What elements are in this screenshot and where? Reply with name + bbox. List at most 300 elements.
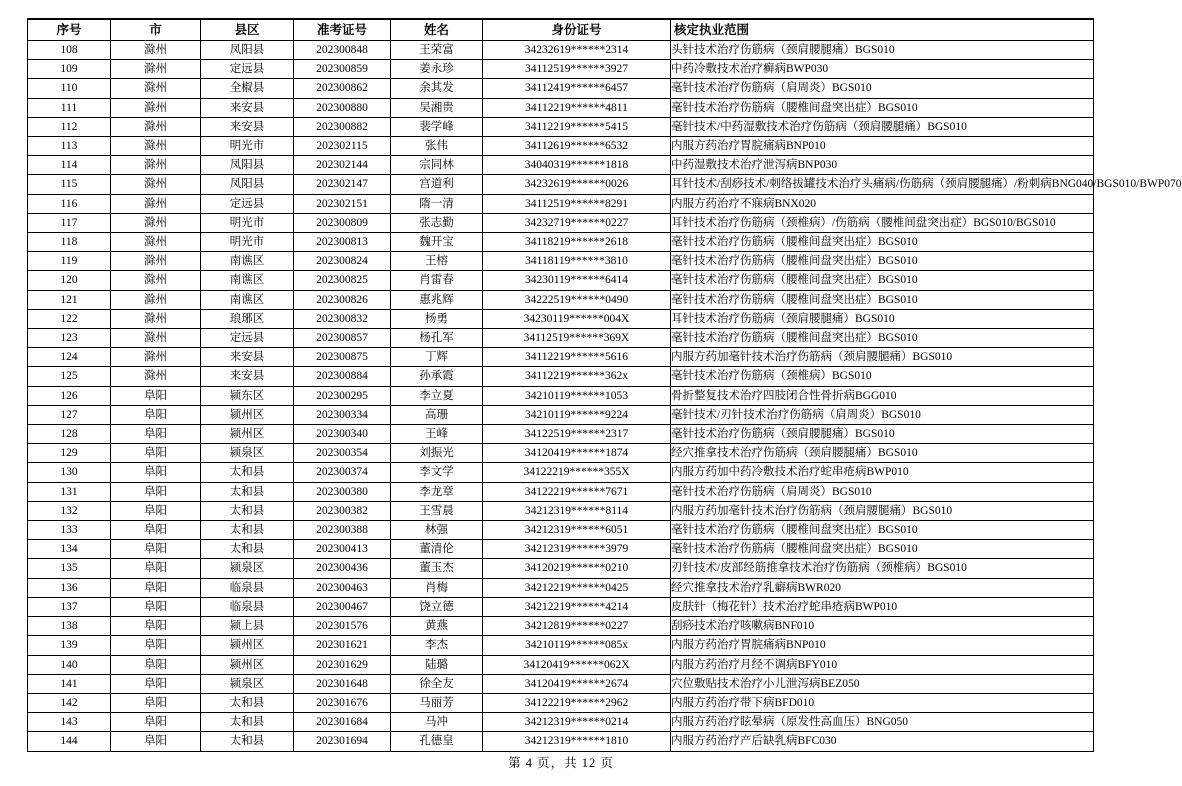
cell-name: 王峰: [391, 425, 483, 444]
cell-name: 张伟: [391, 137, 483, 156]
cell-seq: 114: [28, 156, 111, 175]
cell-county: 凤阳县: [201, 175, 294, 194]
cell-county: 南谯区: [201, 271, 294, 290]
cell-scope: 刃针技术/皮部经筋推拿技术治疗伤筋病（颈椎病）BGS010: [671, 559, 1094, 578]
cell-id-no: 34122219******2962: [483, 693, 671, 712]
cell-city: 滁州: [111, 117, 201, 136]
cell-city: 滁州: [111, 329, 201, 348]
cell-county: 全椒县: [201, 79, 294, 98]
cell-name: 杨孔军: [391, 329, 483, 348]
cell-id-no: 34212819******0227: [483, 617, 671, 636]
table-row: [28, 213, 1094, 232]
cell-name: 徐全友: [391, 674, 483, 693]
cell-name: 丁辉: [391, 348, 483, 367]
cell-scope: 毫针技术治疗伤筋病（颈椎病）BGS010: [671, 367, 1094, 386]
table-row: [28, 732, 1094, 751]
cell-scope: 刮痧技术治疗咳嗽病BNF010: [671, 617, 1094, 636]
cell-seq: 131: [28, 482, 111, 501]
cell-seq: 123: [28, 329, 111, 348]
cell-county: 明光市: [201, 213, 294, 232]
cell-scope: 毫针技术治疗伤筋病（腰椎间盘突出症）BGS010: [671, 233, 1094, 252]
cell-exam-no: 202301648: [294, 674, 391, 693]
table-row: [28, 578, 1094, 597]
cell-seq: 137: [28, 597, 111, 616]
cell-id-no: 34112219******5415: [483, 117, 671, 136]
cell-seq: 115: [28, 175, 111, 194]
cell-city: 滁州: [111, 233, 201, 252]
cell-scope: 内服方药治疗胃脘痛病BNP010: [671, 636, 1094, 655]
table-row: [28, 137, 1094, 156]
cell-exam-no: 202300374: [294, 463, 391, 482]
cell-id-no: 34222519******0490: [483, 290, 671, 309]
cell-name: 马丽芳: [391, 693, 483, 712]
cell-name: 董玉杰: [391, 559, 483, 578]
cell-id-no: 34230119******6414: [483, 271, 671, 290]
cell-county: 颍泉区: [201, 674, 294, 693]
cell-scope: 毫针技术治疗伤筋病（腰椎间盘突出症）BGS010: [671, 252, 1094, 271]
cell-scope: 中药湿敷技术治疗泄泻病BNP030: [671, 156, 1094, 175]
cell-city: 滁州: [111, 41, 201, 60]
cell-exam-no: 202300832: [294, 309, 391, 328]
cell-name: 肖雷春: [391, 271, 483, 290]
table-row: [28, 425, 1094, 444]
cell-city: 阜阳: [111, 405, 201, 424]
cell-city: 滁州: [111, 175, 201, 194]
cell-id-no: 34112219******5616: [483, 348, 671, 367]
cell-name: 裴学峰: [391, 117, 483, 136]
cell-name: 惠兆辉: [391, 290, 483, 309]
cell-name: 高珊: [391, 405, 483, 424]
cell-id-no: 34112219******4811: [483, 98, 671, 117]
cell-name: 李立夏: [391, 386, 483, 405]
cell-scope: 骨折整复技术治疗四肢闭合性骨折病BGG010: [671, 386, 1094, 405]
table-row: [28, 79, 1094, 98]
cell-id-no: 34210119******9224: [483, 405, 671, 424]
cell-exam-no: 202300824: [294, 252, 391, 271]
cell-name: 李龙章: [391, 482, 483, 501]
cell-city: 阜阳: [111, 559, 201, 578]
cell-name: 王荣富: [391, 41, 483, 60]
cell-exam-no: 202300880: [294, 98, 391, 117]
table-row: [28, 309, 1094, 328]
cell-id-no: 34122219******355X: [483, 463, 671, 482]
table-row: [28, 41, 1094, 60]
cell-name: 宗同林: [391, 156, 483, 175]
cell-seq: 113: [28, 137, 111, 156]
cell-exam-no: 202300295: [294, 386, 391, 405]
cell-exam-no: 202300825: [294, 271, 391, 290]
cell-scope: 内服方药加中药冷敷技术治疗蛇串疮病BWP010: [671, 463, 1094, 482]
cell-city: 滁州: [111, 252, 201, 271]
cell-city: 阜阳: [111, 617, 201, 636]
cell-name: 姜永珍: [391, 60, 483, 79]
cell-scope: 内服方药加毫针技术治疗伤筋病（颈肩腰腿痛）BGS010: [671, 348, 1094, 367]
cell-scope: 内服方药治疗带下病BFD010: [671, 693, 1094, 712]
cell-scope: 毫针技术治疗伤筋病（腰椎间盘突出症）BGS010: [671, 329, 1094, 348]
cell-scope: 内服方药治疗眩晕病（原发性高血压）BNG050: [671, 713, 1094, 732]
cell-city: 阜阳: [111, 597, 201, 616]
cell-county: 颍泉区: [201, 444, 294, 463]
cell-scope: 头针技术治疗伤筋病（颈肩腰腿痛）BGS010: [671, 41, 1094, 60]
table-header-row: [28, 19, 1094, 41]
cell-seq: 119: [28, 252, 111, 271]
cell-name: 刘振光: [391, 444, 483, 463]
cell-city: 阜阳: [111, 578, 201, 597]
cell-county: 定远县: [201, 194, 294, 213]
table-row: [28, 405, 1094, 424]
table-row: [28, 290, 1094, 309]
cell-city: 阜阳: [111, 463, 201, 482]
cell-id-no: 34212219******4214: [483, 597, 671, 616]
cell-name: 李杰: [391, 636, 483, 655]
cell-scope: 经穴推拿技术治疗伤筋病（颈肩腰腿痛）BGS010: [671, 444, 1094, 463]
cell-county: 南谯区: [201, 290, 294, 309]
cell-seq: 117: [28, 213, 111, 232]
cell-scope: 内服方药治疗不寐病BNX020: [671, 194, 1094, 213]
table-row: [28, 597, 1094, 616]
cell-city: 阜阳: [111, 713, 201, 732]
table-row: [28, 655, 1094, 674]
cell-exam-no: 202300882: [294, 117, 391, 136]
cell-name: 马冲: [391, 713, 483, 732]
cell-county: 太和县: [201, 713, 294, 732]
cell-county: 颍州区: [201, 425, 294, 444]
cell-id-no: 34212319******3979: [483, 540, 671, 559]
cell-seq: 125: [28, 367, 111, 386]
cell-city: 滁州: [111, 348, 201, 367]
table-row: [28, 194, 1094, 213]
cell-seq: 143: [28, 713, 111, 732]
cell-scope: 内服方药治疗胃脘痛病BNP010: [671, 137, 1094, 156]
cell-scope: 毫针技术治疗伤筋病（腰椎间盘突出症）BGS010: [671, 98, 1094, 117]
cell-city: 滁州: [111, 60, 201, 79]
cell-scope: 内服方药加毫针技术治疗伤筋病（颈肩腰腿痛）BGS010: [671, 501, 1094, 520]
cell-exam-no: 202300334: [294, 405, 391, 424]
cell-county: 太和县: [201, 540, 294, 559]
cell-county: 太和县: [201, 482, 294, 501]
cell-seq: 141: [28, 674, 111, 693]
cell-exam-no: 202300862: [294, 79, 391, 98]
cell-city: 阜阳: [111, 655, 201, 674]
cell-exam-no: 202302147: [294, 175, 391, 194]
cell-id-no: 34112519******3927: [483, 60, 671, 79]
cell-seq: 118: [28, 233, 111, 252]
cell-name: 孙承霞: [391, 367, 483, 386]
cell-id-no: 34120419******062X: [483, 655, 671, 674]
column-header-exam-no: 准考证号: [294, 19, 391, 41]
table-row: [28, 175, 1094, 194]
cell-exam-no: 202301621: [294, 636, 391, 655]
cell-scope: 毫针技术治疗伤筋病（腰椎间盘突出症）BGS010: [671, 290, 1094, 309]
cell-scope: 中药冷敷技术治疗癣病BWP030: [671, 60, 1094, 79]
cell-id-no: 34112519******8291: [483, 194, 671, 213]
cell-city: 滁州: [111, 213, 201, 232]
cell-city: 阜阳: [111, 693, 201, 712]
cell-id-no: 34232619******0026: [483, 175, 671, 194]
cell-name: 黄燕: [391, 617, 483, 636]
cell-county: 来安县: [201, 98, 294, 117]
cell-exam-no: 202300340: [294, 425, 391, 444]
cell-id-no: 34120419******1874: [483, 444, 671, 463]
table-row: [28, 463, 1094, 482]
cell-id-no: 34112219******362x: [483, 367, 671, 386]
cell-id-no: 34232619******2314: [483, 41, 671, 60]
cell-exam-no: 202300813: [294, 233, 391, 252]
cell-county: 太和县: [201, 501, 294, 520]
cell-county: 太和县: [201, 693, 294, 712]
cell-exam-no: 202300857: [294, 329, 391, 348]
cell-seq: 130: [28, 463, 111, 482]
cell-seq: 116: [28, 194, 111, 213]
cell-city: 阜阳: [111, 501, 201, 520]
cell-scope: 毫针技术治疗伤筋病（肩周炎）BGS010: [671, 79, 1094, 98]
cell-name: 肖梅: [391, 578, 483, 597]
cell-exam-no: 202302144: [294, 156, 391, 175]
cell-seq: 110: [28, 79, 111, 98]
cell-exam-no: 202300884: [294, 367, 391, 386]
cell-exam-no: 202300467: [294, 597, 391, 616]
table-row: [28, 501, 1094, 520]
cell-seq: 136: [28, 578, 111, 597]
cell-seq: 109: [28, 60, 111, 79]
table-row: [28, 252, 1094, 271]
cell-county: 琅琊区: [201, 309, 294, 328]
practice-scope-table: [27, 18, 1182, 752]
table-row: [28, 98, 1094, 117]
cell-county: 颍州区: [201, 405, 294, 424]
cell-id-no: 34210119******1053: [483, 386, 671, 405]
cell-name: 吴湘贵: [391, 98, 483, 117]
cell-scope: 内服方药治疗月经不调病BFY010: [671, 655, 1094, 674]
cell-county: 太和县: [201, 463, 294, 482]
cell-id-no: 34212319******0214: [483, 713, 671, 732]
cell-id-no: 34118119******3810: [483, 252, 671, 271]
cell-seq: 140: [28, 655, 111, 674]
cell-exam-no: 202300413: [294, 540, 391, 559]
cell-county: 定远县: [201, 60, 294, 79]
cell-county: 颍州区: [201, 655, 294, 674]
cell-county: 来安县: [201, 367, 294, 386]
table-row: [28, 233, 1094, 252]
cell-scope: 经穴推拿技术治疗乳癖病BWR020: [671, 578, 1094, 597]
cell-seq: 121: [28, 290, 111, 309]
cell-name: 余其发: [391, 79, 483, 98]
cell-seq: 132: [28, 501, 111, 520]
cell-seq: 111: [28, 98, 111, 117]
cell-scope: 耳针技术/刮痧技术/刺络拔罐技术治疗头痛病/伤筋病（颈肩腰腿痛）/粉刺病BNG040/BGS010/BWP070: [671, 175, 1094, 194]
cell-scope: 毫针技术治疗伤筋病（颈肩腰腿痛）BGS010: [671, 425, 1094, 444]
cell-id-no: 34112419******6457: [483, 79, 671, 98]
cell-city: 滁州: [111, 79, 201, 98]
cell-county: 临泉县: [201, 597, 294, 616]
column-header-city: 市: [111, 19, 201, 41]
cell-city: 滁州: [111, 156, 201, 175]
cell-exam-no: 202301684: [294, 713, 391, 732]
table-row: [28, 348, 1094, 367]
cell-id-no: 34232719******0227: [483, 213, 671, 232]
cell-seq: 129: [28, 444, 111, 463]
table-row: [28, 521, 1094, 540]
cell-seq: 139: [28, 636, 111, 655]
cell-county: 颍东区: [201, 386, 294, 405]
cell-exam-no: 202301676: [294, 693, 391, 712]
cell-city: 滁州: [111, 271, 201, 290]
cell-seq: 112: [28, 117, 111, 136]
table-row: [28, 482, 1094, 501]
cell-city: 阜阳: [111, 540, 201, 559]
cell-seq: 134: [28, 540, 111, 559]
column-header-id-no: 身份证号: [483, 19, 671, 41]
cell-city: 滁州: [111, 309, 201, 328]
cell-city: 阜阳: [111, 674, 201, 693]
cell-county: 颍州区: [201, 636, 294, 655]
table-row: [28, 329, 1094, 348]
cell-scope: 皮肤针（梅花针）技术治疗蛇串疮病BWP010: [671, 597, 1094, 616]
table-row: [28, 386, 1094, 405]
cell-exam-no: 202301694: [294, 732, 391, 751]
cell-id-no: 34112619******6532: [483, 137, 671, 156]
cell-county: 明光市: [201, 233, 294, 252]
cell-county: 太和县: [201, 521, 294, 540]
cell-id-no: 34122519******2317: [483, 425, 671, 444]
cell-name: 林强: [391, 521, 483, 540]
cell-seq: 133: [28, 521, 111, 540]
cell-id-no: 34210119******085x: [483, 636, 671, 655]
column-header-seq: 序号: [28, 19, 111, 41]
cell-city: 阜阳: [111, 386, 201, 405]
cell-seq: 120: [28, 271, 111, 290]
cell-name: 陆璐: [391, 655, 483, 674]
cell-county: 定远县: [201, 329, 294, 348]
cell-scope: 内服方药治疗产后缺乳病BFC030: [671, 732, 1094, 751]
cell-city: 滁州: [111, 194, 201, 213]
cell-seq: 138: [28, 617, 111, 636]
cell-name: 张志勤: [391, 213, 483, 232]
cell-scope: 穴位敷贴技术治疗小儿泄泻病BEZ050: [671, 674, 1094, 693]
table-row: [28, 117, 1094, 136]
cell-exam-no: 202300826: [294, 290, 391, 309]
cell-name: 隋一清: [391, 194, 483, 213]
cell-exam-no: 202300354: [294, 444, 391, 463]
table-row: [28, 559, 1094, 578]
cell-exam-no: 202300859: [294, 60, 391, 79]
cell-county: 凤阳县: [201, 156, 294, 175]
table-row: [28, 271, 1094, 290]
cell-city: 阜阳: [111, 425, 201, 444]
cell-county: 颍泉区: [201, 559, 294, 578]
page-number: 第 4 页，共 12 页: [508, 756, 614, 770]
cell-id-no: 34120419******2674: [483, 674, 671, 693]
table-row: [28, 617, 1094, 636]
table-row: [28, 713, 1094, 732]
cell-city: 阜阳: [111, 482, 201, 501]
column-header-name: 姓名: [391, 19, 483, 41]
cell-name: 李文学: [391, 463, 483, 482]
cell-exam-no: 202301576: [294, 617, 391, 636]
cell-seq: 144: [28, 732, 111, 751]
cell-exam-no: 202300436: [294, 559, 391, 578]
cell-name: 王榕: [391, 252, 483, 271]
cell-scope: 毫针技术/中药湿敷技术治疗伤筋病（颈肩腰腿痛）BGS010: [671, 117, 1094, 136]
cell-id-no: 34040319******1818: [483, 156, 671, 175]
cell-name: 饶立德: [391, 597, 483, 616]
cell-scope: 毫针技术/刃针技术治疗伤筋病（肩周炎）BGS010: [671, 405, 1094, 424]
cell-seq: 127: [28, 405, 111, 424]
table-row: [28, 674, 1094, 693]
cell-county: 南谯区: [201, 252, 294, 271]
cell-name: 董清伦: [391, 540, 483, 559]
cell-exam-no: 202301629: [294, 655, 391, 674]
table-row: [28, 636, 1094, 655]
cell-scope: 耳针技术治疗伤筋病（颈椎病）/伤筋病（腰椎间盘突出症）BGS010/BGS010: [671, 213, 1094, 232]
cell-id-no: 34212319******6051: [483, 521, 671, 540]
cell-county: 太和县: [201, 732, 294, 751]
cell-city: 阜阳: [111, 636, 201, 655]
table-row: [28, 156, 1094, 175]
cell-scope: 毫针技术治疗伤筋病（腰椎间盘突出症）BGS010: [671, 521, 1094, 540]
cell-id-no: 34122219******7671: [483, 482, 671, 501]
cell-seq: 126: [28, 386, 111, 405]
column-header-scope: 核定执业范围: [671, 19, 1094, 41]
cell-id-no: 34212319******1810: [483, 732, 671, 751]
cell-id-no: 34120219******0210: [483, 559, 671, 578]
cell-name: 孔德皇: [391, 732, 483, 751]
cell-exam-no: 202302115: [294, 137, 391, 156]
cell-county: 临泉县: [201, 578, 294, 597]
cell-id-no: 34230119******004X: [483, 309, 671, 328]
cell-exam-no: 202300382: [294, 501, 391, 520]
cell-seq: 124: [28, 348, 111, 367]
cell-seq: 122: [28, 309, 111, 328]
table-row: [28, 60, 1094, 79]
table-row: [28, 444, 1094, 463]
cell-id-no: 34118219******2618: [483, 233, 671, 252]
cell-city: 滁州: [111, 137, 201, 156]
cell-scope: 耳针技术治疗伤筋病（颈肩腰腿痛）BGS010: [671, 309, 1094, 328]
cell-seq: 108: [28, 41, 111, 60]
cell-county: 来安县: [201, 117, 294, 136]
cell-name: 杨勇: [391, 309, 483, 328]
cell-exam-no: 202300388: [294, 521, 391, 540]
cell-seq: 135: [28, 559, 111, 578]
cell-seq: 142: [28, 693, 111, 712]
cell-name: 宫道利: [391, 175, 483, 194]
cell-seq: 128: [28, 425, 111, 444]
cell-county: 颍上县: [201, 617, 294, 636]
table-row: [28, 367, 1094, 386]
cell-scope: 毫针技术治疗伤筋病（腰椎间盘突出症）BGS010: [671, 271, 1094, 290]
table-row: [28, 540, 1094, 559]
cell-scope: 毫针技术治疗伤筋病（腰椎间盘突出症）BGS010: [671, 540, 1094, 559]
cell-city: 滁州: [111, 290, 201, 309]
cell-city: 滁州: [111, 98, 201, 117]
cell-name: 魏开宝: [391, 233, 483, 252]
cell-scope: 毫针技术治疗伤筋病（肩周炎）BGS010: [671, 482, 1094, 501]
cell-city: 阜阳: [111, 732, 201, 751]
cell-county: 来安县: [201, 348, 294, 367]
cell-exam-no: 202300875: [294, 348, 391, 367]
cell-name: 王雪晨: [391, 501, 483, 520]
cell-exam-no: 202300380: [294, 482, 391, 501]
cell-city: 滁州: [111, 367, 201, 386]
cell-county: 明光市: [201, 137, 294, 156]
cell-exam-no: 202300463: [294, 578, 391, 597]
cell-id-no: 34112519******369X: [483, 329, 671, 348]
cell-exam-no: 202302151: [294, 194, 391, 213]
cell-county: 凤阳县: [201, 41, 294, 60]
cell-id-no: 34212219******0425: [483, 578, 671, 597]
table-row: [28, 693, 1094, 712]
